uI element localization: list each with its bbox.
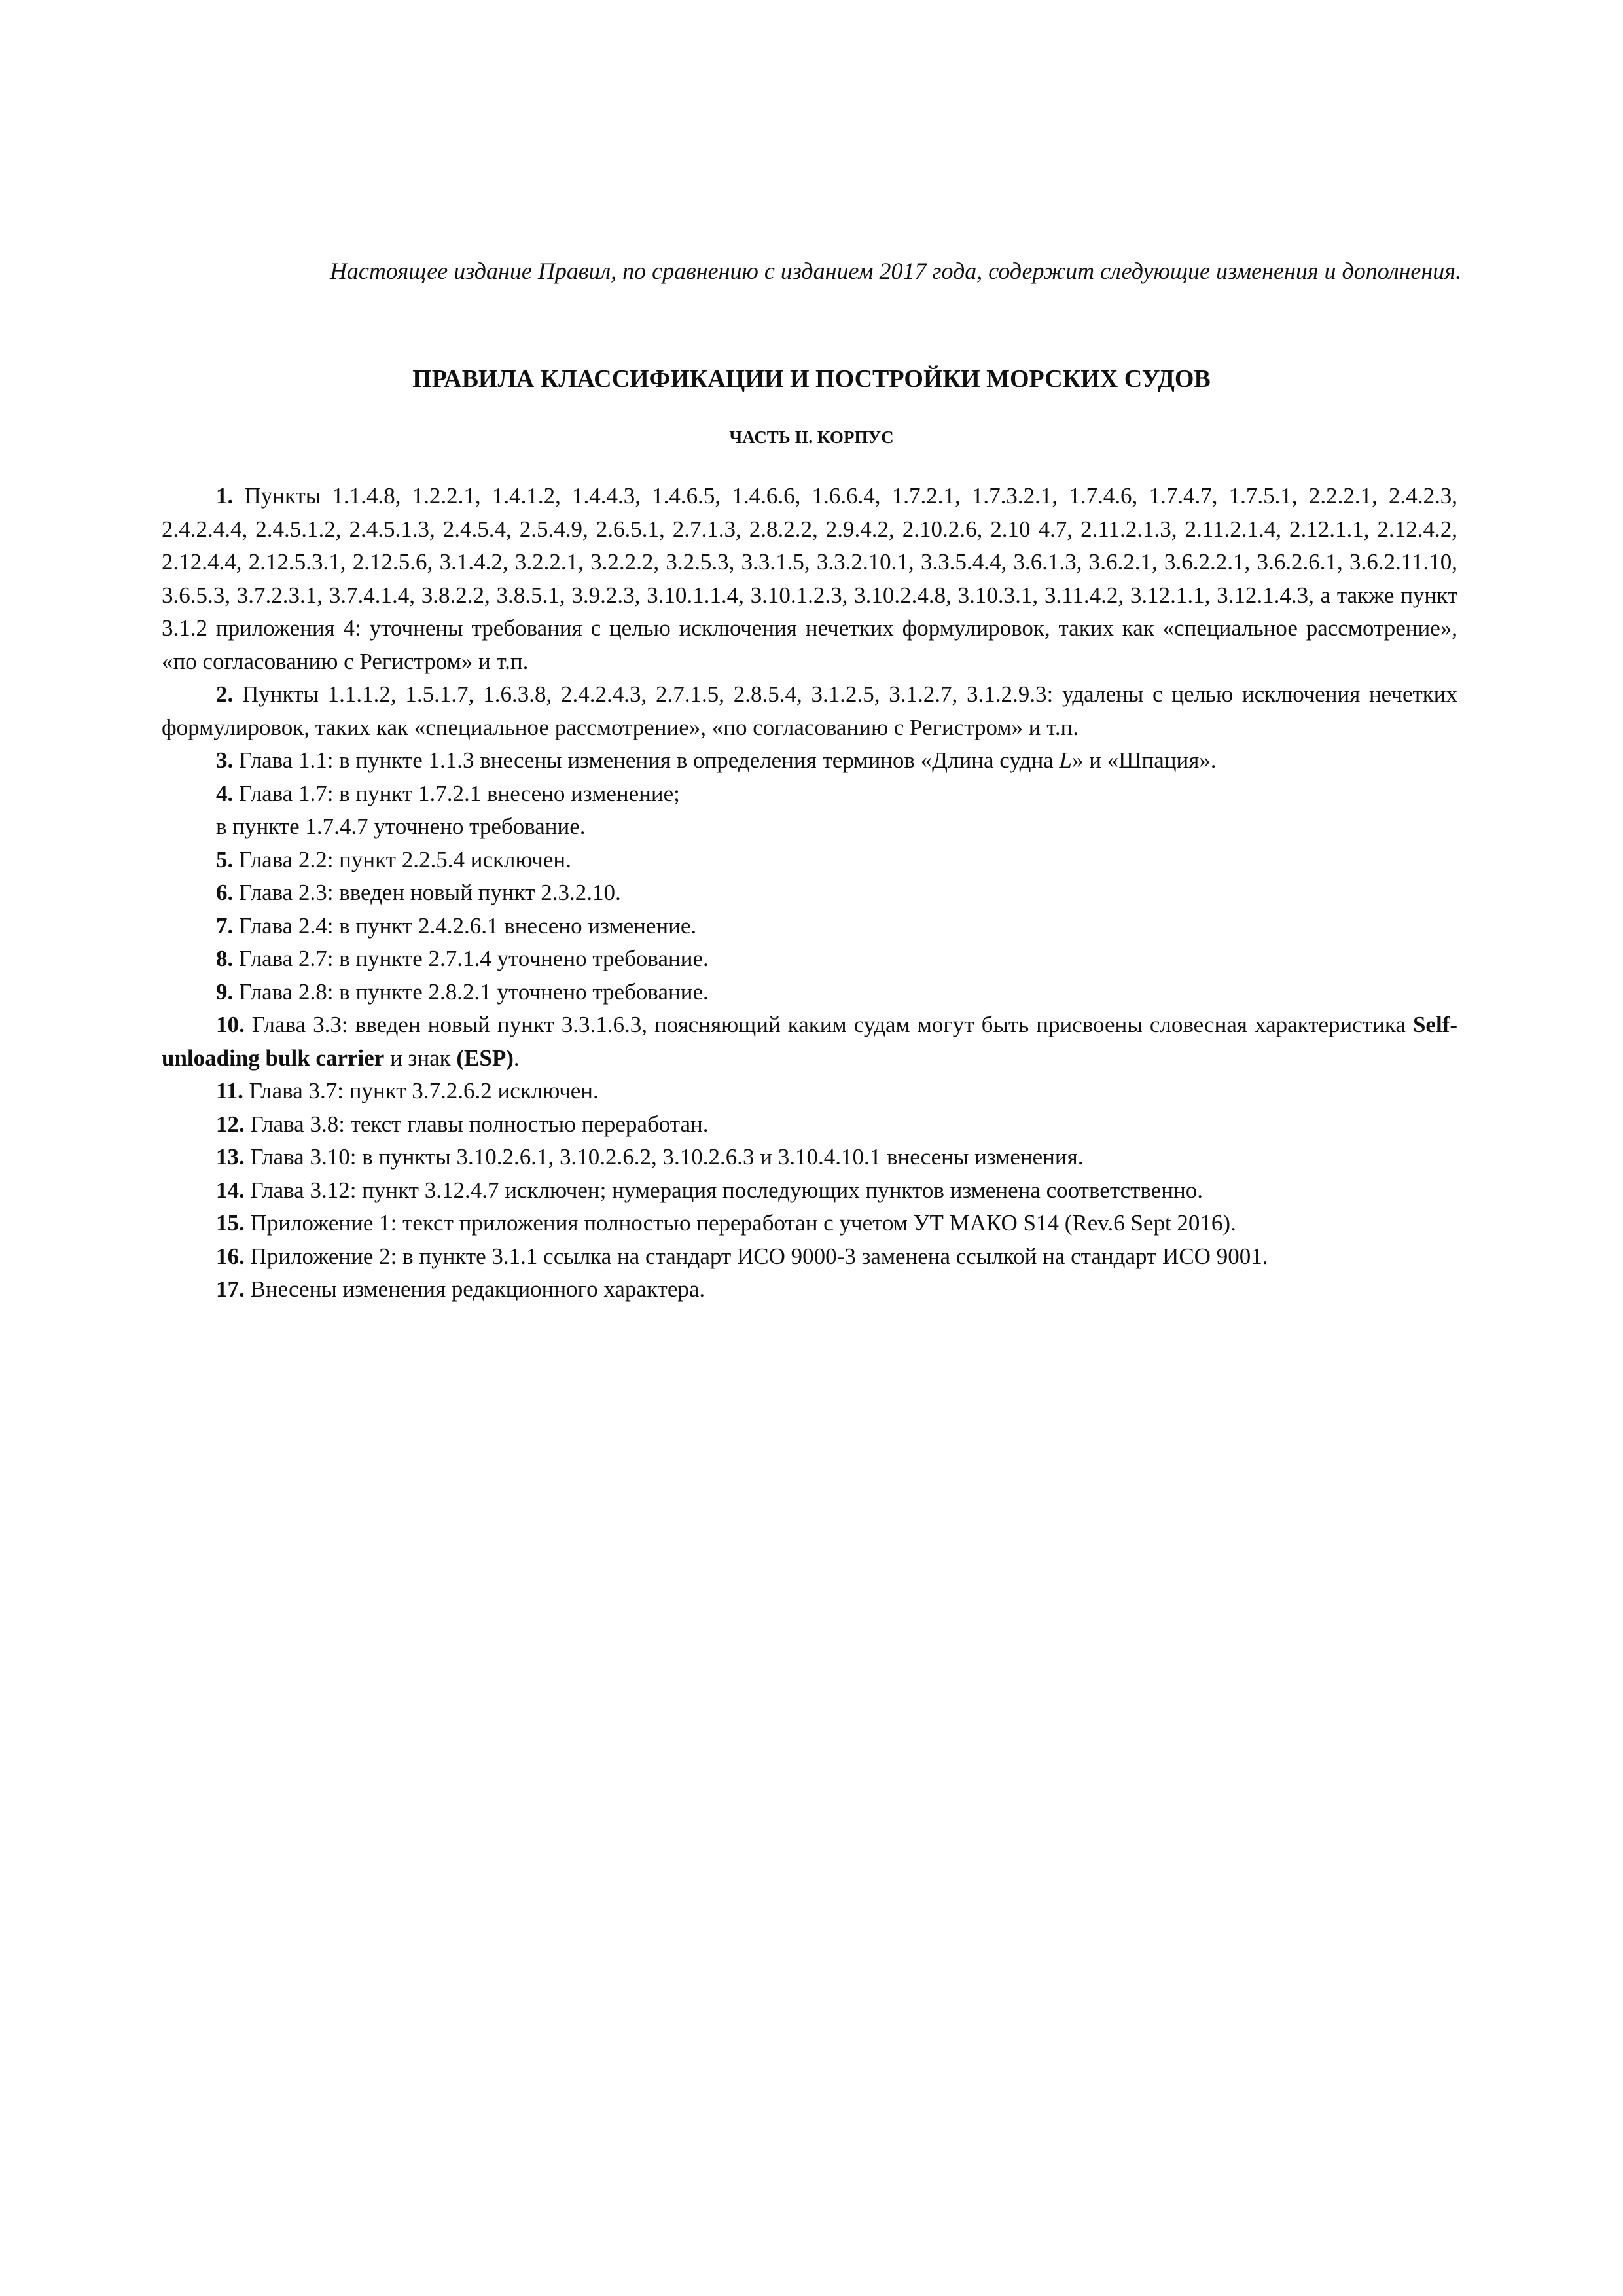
item-number: 15. <box>216 1210 245 1236</box>
item-text: Глава 1.1: в пункте 1.1.3 внесены изменения в определения терминов «Длина судна <box>239 747 1060 773</box>
item-number: 6. <box>216 880 234 905</box>
item-number: 7. <box>216 912 234 939</box>
item-text: Пункты 1.1.4.8, 1.2.2.1, 1.4.1.2, 1.4.4.3, 1.4.6.5, 1.4.6.6, 1.6.6.4, 1.7.2.1, 1.7.3.2.1, 1.7.4.6, 1.7.4.7, 1.7.5.1, 2.2.2.1, 2.4.2.3, 2.4.2.4.4, 2.4.5.1.2, 2.4.5.1.3, 2.4.5.4, 2.5.4.9, 2.6.5.1, 2.7.1.3, 2.8.2.2, 2.9.4.2, 2.10.2.6, 2.10 4.7, 2.11.2.1.3, 2.11.2.1.4, 2.12.1.1, 2.12.4.2, 2.12.4.4, 2.12.5.3.1, 2.12.5.6, 3.1.4.2, 3.2.2.1, 3.2.2.2, 3.2.5.3, 3.3.1.5, 3.3.2.10.1, 3.3.5.4.4, 3.6.1.3, 3.6.2.1, 3.6.2.2.1, 3.6.2.6.1, 3.6.2.11.10, 3.6.5.3, 3.7.2.3.1, 3.7.4.1.4, 3.8.2.2, 3.8.5.1, 3.9.2.3, 3.10.1.1.4, 3.10.1.2.3, 3.10.2.4.8, 3.10.3.1, 3.11.4.2, 3.12.1.1, 3.12.1.4.3, а также пункт 3.1.2 приложения 4: уточнены требования с целью исключения нечетких формулировок, таких как «специальное рассмотрение», «по согласованию с Регистром» и т.п. <box>162 483 1457 674</box>
item-number: 10. <box>216 1012 245 1037</box>
item-text: Глава 2.8: в пункте 2.8.2.1 уточнено требование. <box>239 978 709 1005</box>
item-text: Приложение 2: в пункте 3.1.1 ссылка на стандарт ИСО 9000-3 заменена ссылкой на стандарт ИСО 9001. <box>250 1243 1268 1269</box>
item-text: Приложение 1: текст приложения полностью переработан с учетом УТ МАКО S14 (Rev.6 Sept 2016). <box>250 1210 1236 1236</box>
item-text: . <box>513 1045 520 1071</box>
item-number: 11. <box>216 1078 243 1103</box>
item-number: 9. <box>216 978 234 1005</box>
list-item <box>162 942 1457 976</box>
list-item <box>162 678 1457 744</box>
list-item-continuation <box>162 810 1457 844</box>
list-item <box>162 480 1457 678</box>
list-item <box>162 1075 1457 1108</box>
list-item <box>162 976 1457 1009</box>
list-item <box>162 744 1457 778</box>
item-text: Глава 3.12: пункт 3.12.4.7 исключен; нумерация последующих пунктов изменена соответственно. <box>250 1177 1203 1203</box>
document-title: ПРАВИЛА КЛАССИФИКАЦИИ И ПОСТРОЙКИ МОРСКИХ СУДОВ <box>412 365 1211 393</box>
item-number: 8. <box>216 946 234 971</box>
item-number: 17. <box>216 1276 245 1302</box>
item-text: Глава 2.3: введен новый пункт 2.3.2.10. <box>239 880 621 905</box>
item-text: и знак <box>384 1045 457 1071</box>
list-item <box>162 876 1457 910</box>
intro-note: Настоящее издание Правил, по сравнению с изданием 2017 года, содержит следующие изменения и дополнения. <box>329 258 1461 284</box>
item-text-italic: L <box>1059 747 1072 773</box>
item-text: Глава 3.7: пункт 3.7.2.6.2 исключен. <box>249 1078 599 1103</box>
item-number: 16. <box>216 1243 245 1269</box>
item-text: » и «Шпация». <box>1071 747 1217 773</box>
item-text: Глава 2.7: в пункте 2.7.1.4 уточнено требование. <box>239 946 709 971</box>
item-number: 5. <box>216 846 234 872</box>
item-text: Пункты 1.1.1.2, 1.5.1.7, 1.6.3.8, 2.4.2.4.3, 2.7.1.5, 2.8.5.4, 3.1.2.5, 3.1.2.7, 3.1.2.9.3: удалены с целью исключения нечетких формулировок, таких как «специальное рассмотрение», «по согласованию с Регистром» и т.п. <box>162 681 1458 740</box>
item-text: Глава 3.8: текст главы полностью переработан. <box>250 1111 709 1137</box>
item-text: Глава 1.7: в пункт 1.7.2.1 внесено изменение; <box>239 780 680 806</box>
list-item <box>162 1207 1457 1240</box>
list-item <box>162 910 1457 943</box>
item-text-bold: (ESP) <box>456 1045 514 1071</box>
item-text: Глава 2.4: в пункт 2.4.2.6.1 внесено изменение. <box>239 912 697 939</box>
list-item <box>162 1174 1457 1208</box>
list-item <box>162 1108 1457 1141</box>
list-item <box>162 844 1457 877</box>
item-text: Внесены изменения редакционного характера. <box>250 1276 705 1302</box>
item-text: в пункте 1.7.4.7 уточнено требование. <box>216 814 586 839</box>
item-text: Глава 3.10: в пункты 3.10.2.6.1, 3.10.2.6.2, 3.10.2.6.3 и 3.10.4.10.1 внесены изменения. <box>250 1144 1084 1170</box>
item-number: 12. <box>216 1111 245 1137</box>
item-text: Глава 3.3: введен новый пункт 3.3.1.6.3, поясняющий каким судам могут быть присвоены словесная характеристика <box>251 1012 1413 1037</box>
item-number: 4. <box>216 780 234 806</box>
item-text-bold: Self-unloading bulk carrier <box>162 1012 1457 1071</box>
document-subtitle: ЧАСТЬ II. КОРПУС <box>729 427 894 447</box>
item-number: 14. <box>216 1177 245 1203</box>
list-item <box>162 1240 1457 1274</box>
list-item <box>162 1009 1457 1075</box>
item-text: Глава 2.2: пункт 2.2.5.4 исключен. <box>239 846 571 872</box>
item-number: 2. <box>216 681 234 707</box>
changes-list <box>162 480 1457 1306</box>
item-number: 1. <box>216 483 234 509</box>
list-item <box>162 1273 1457 1306</box>
item-number: 3. <box>216 747 234 773</box>
item-number: 13. <box>216 1144 245 1170</box>
list-item <box>162 1141 1457 1174</box>
list-item <box>162 778 1457 811</box>
